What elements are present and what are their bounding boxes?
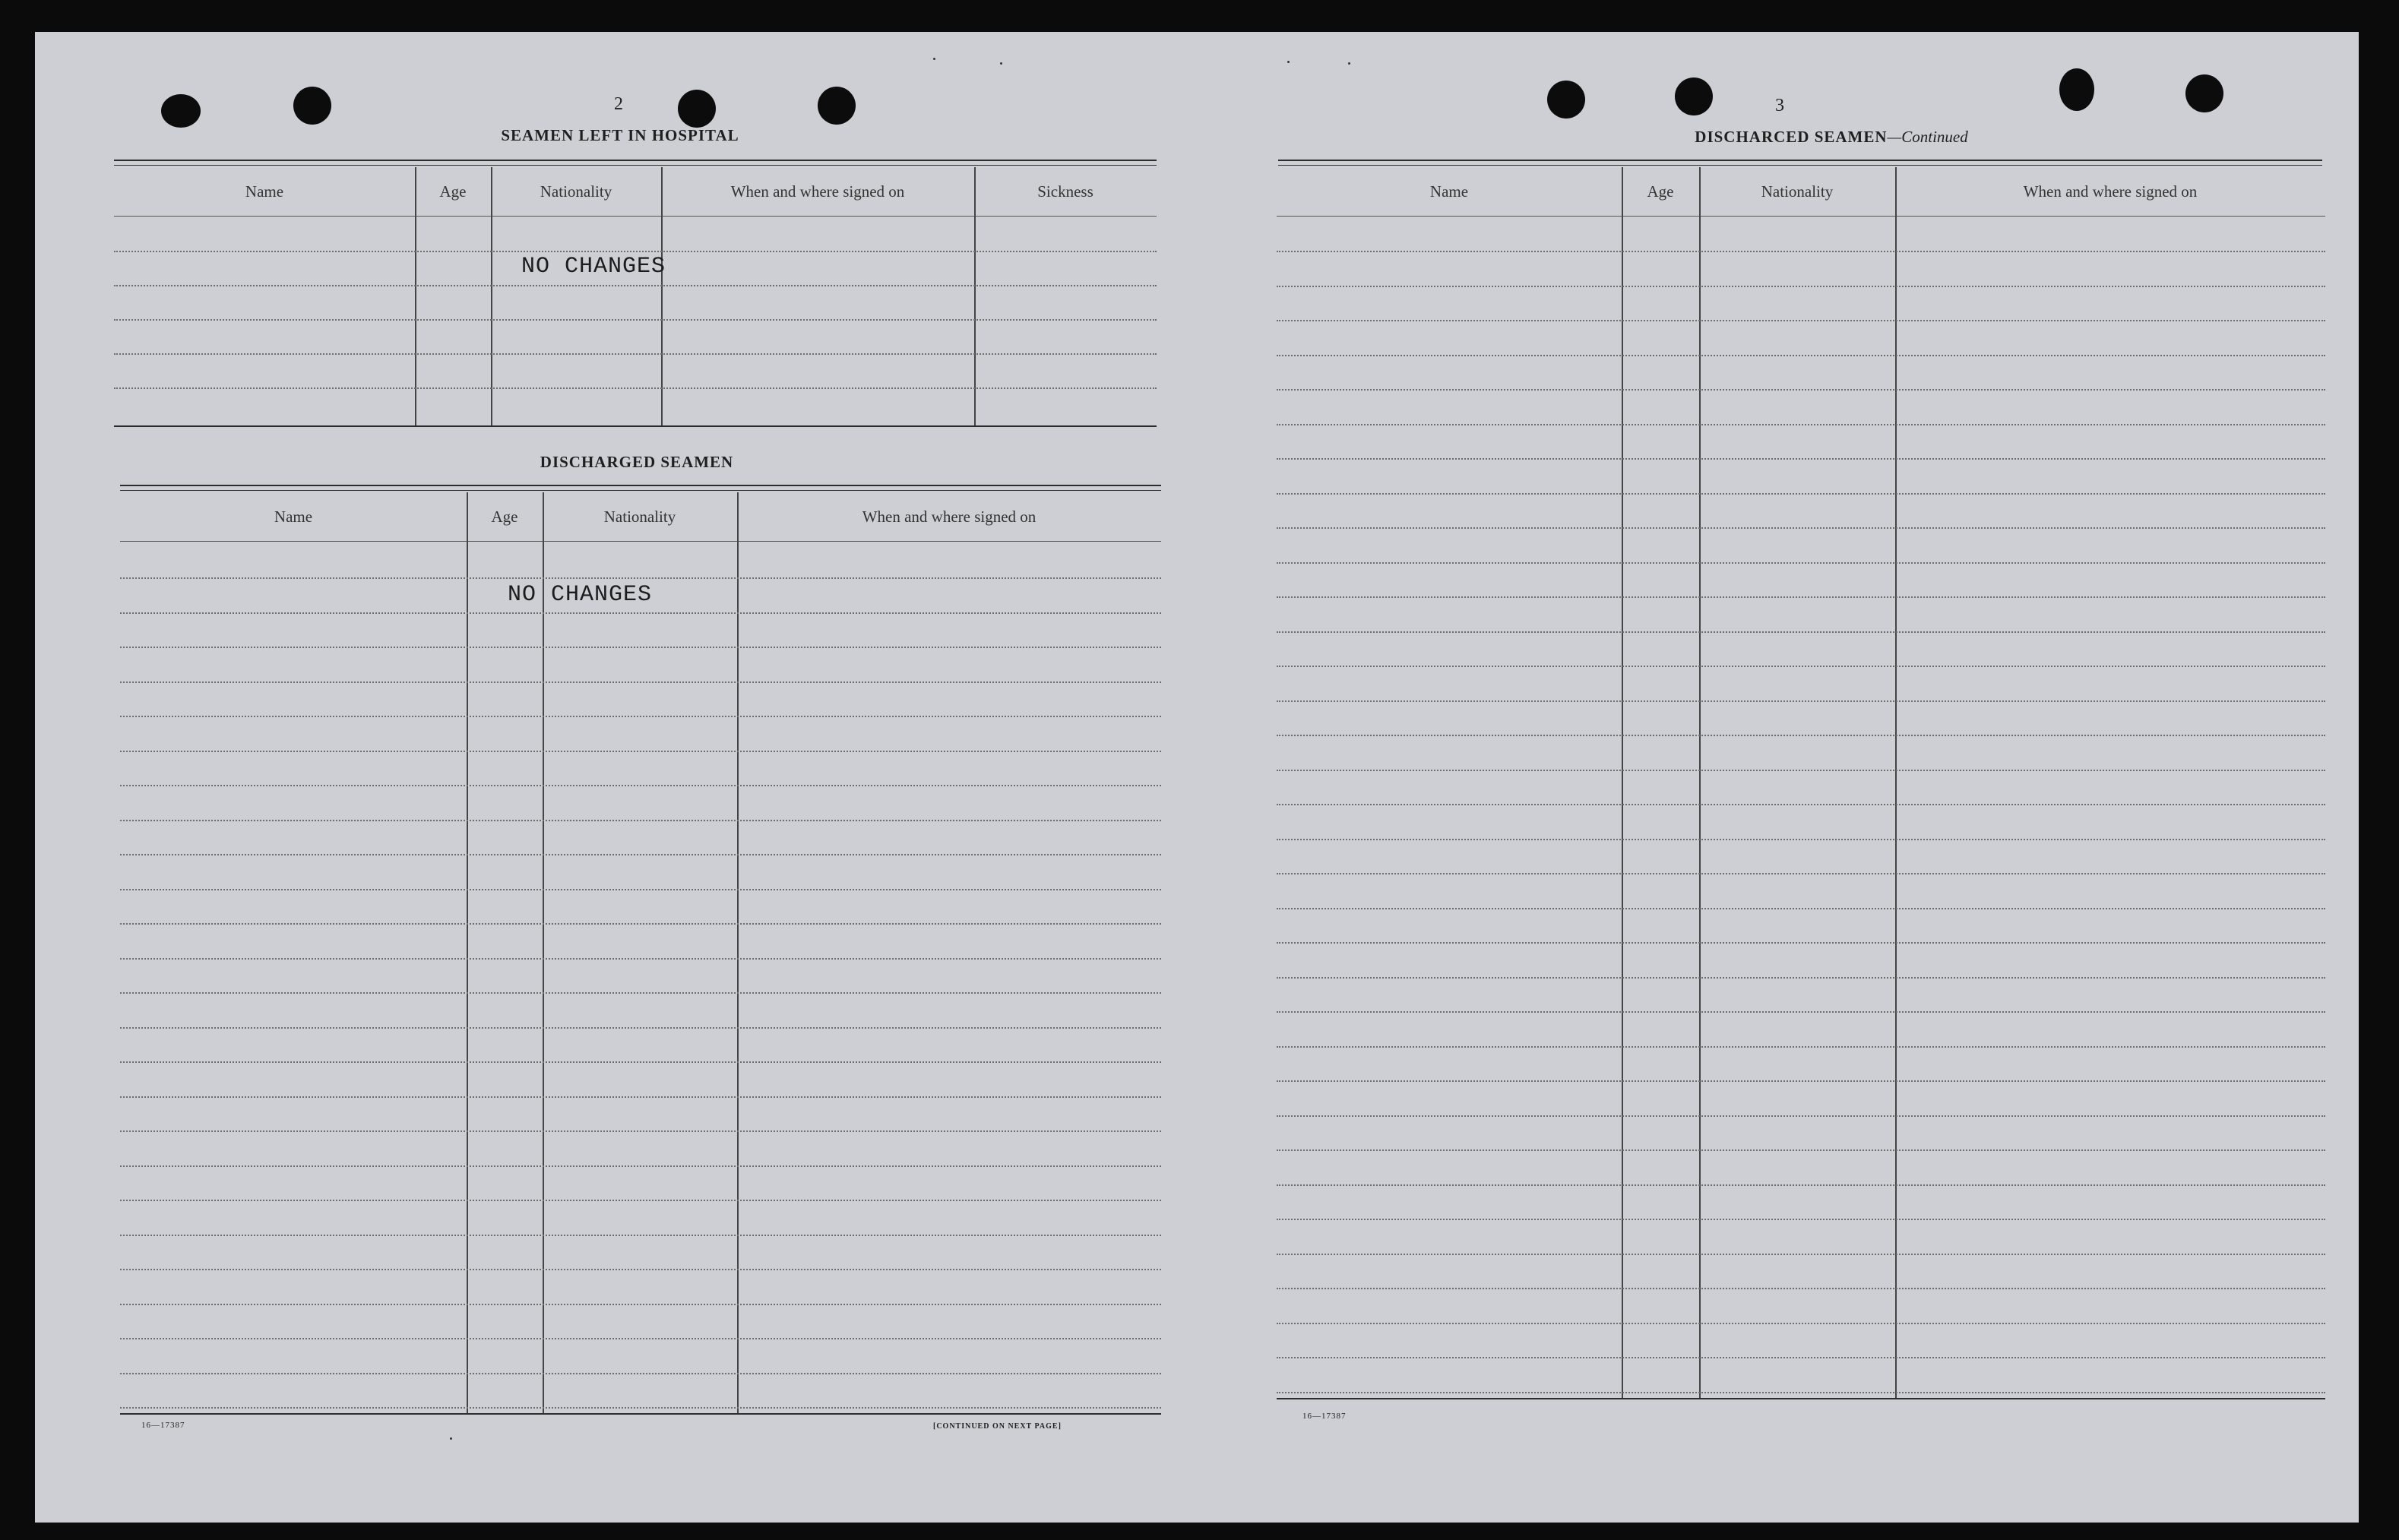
ruled-line (120, 647, 1161, 648)
punch-hole (2185, 74, 2223, 112)
ruled-line (120, 992, 1161, 994)
discharged-col-name: Name (274, 507, 313, 526)
ruled-line (1277, 908, 2325, 909)
ruled-line (1277, 562, 2325, 564)
ruled-line (1277, 286, 2325, 287)
page-number-right: 3 (1775, 96, 1784, 115)
ruled-line (120, 1235, 1161, 1236)
ruled-line (1277, 1011, 2325, 1013)
ruled-line (1277, 424, 2325, 425)
column-divider (467, 492, 468, 1413)
ruled-line (114, 387, 1157, 389)
ruled-line (1277, 1115, 2325, 1117)
ruled-line (120, 1407, 1161, 1409)
punch-hole (2059, 68, 2094, 111)
ruled-line (114, 251, 1157, 252)
ruled-line (120, 785, 1161, 786)
hospital-col-sickness: Sickness (1037, 182, 1093, 201)
right-col-nationality: Nationality (1761, 182, 1834, 201)
ruled-line (1277, 1254, 2325, 1255)
ruled-line (1277, 977, 2325, 979)
page-number-left: 2 (614, 94, 623, 114)
discharged-title-rule (120, 485, 1161, 486)
discharged-title-rule-thin (120, 490, 1161, 491)
paper-speck (1348, 62, 1350, 65)
ruled-line (1277, 320, 2325, 321)
ruled-line (120, 958, 1161, 960)
ruled-line (1277, 1323, 2325, 1324)
paper-speck (450, 1437, 452, 1440)
discharged-section-title: DISCHARGED SEAMEN (540, 453, 734, 471)
ruled-line (120, 1304, 1161, 1305)
ruled-line (1277, 1392, 2325, 1393)
hospital-no-changes-stamp: NO CHANGES (521, 254, 666, 280)
ruled-line (120, 820, 1161, 821)
ruled-line (1277, 1288, 2325, 1289)
column-divider (1699, 167, 1701, 1398)
ruled-line (120, 1061, 1161, 1063)
ruled-line (1277, 1357, 2325, 1358)
discharged-table (120, 492, 1161, 1415)
punch-hole (1547, 81, 1585, 119)
ruled-line (1277, 735, 2325, 736)
right-col-signed-on: When and where signed on (2023, 182, 2198, 201)
ruled-line (1277, 458, 2325, 460)
column-divider (1895, 167, 1897, 1398)
ruled-line (120, 889, 1161, 890)
discharged-col-nationality: Nationality (603, 507, 676, 526)
discharged-continued-title (1695, 128, 1967, 147)
ruled-line (1277, 355, 2325, 356)
ruled-line (120, 1130, 1161, 1132)
ruled-line (1277, 666, 2325, 667)
ruled-line (120, 1096, 1161, 1098)
paper-speck (1000, 62, 1002, 65)
ruled-line (1277, 493, 2325, 495)
right-title-rule (1278, 160, 2322, 161)
ruled-line (1277, 942, 2325, 944)
punch-hole (293, 87, 331, 125)
ruled-line (120, 681, 1161, 683)
ruled-line (1277, 1149, 2325, 1151)
ruled-line (120, 1027, 1161, 1029)
ruled-line (1277, 1046, 2325, 1048)
hospital-title-rule (114, 160, 1157, 161)
hospital-col-signed-on: When and where signed on (730, 182, 905, 201)
ruled-line (120, 1200, 1161, 1201)
ruled-line (1277, 804, 2325, 805)
ruled-line (1277, 389, 2325, 391)
hospital-table (114, 167, 1157, 427)
hospital-col-nationality: Nationality (540, 182, 612, 201)
ruled-line (1277, 596, 2325, 598)
discharged-continued-table (1277, 167, 2325, 1399)
ruled-line (1277, 873, 2325, 874)
column-divider (543, 492, 544, 1413)
hospital-section-title: SEAMEN LEFT IN HOSPITAL (501, 126, 739, 144)
hospital-title-rule-thin (114, 165, 1157, 166)
ruled-line (1277, 700, 2325, 702)
punch-hole (678, 90, 716, 128)
punch-hole (818, 87, 856, 125)
ruled-line (120, 1373, 1161, 1374)
ruled-line (120, 1269, 1161, 1270)
right-header-divider (1277, 216, 2325, 217)
column-divider (737, 492, 739, 1413)
ruled-line (1277, 1219, 2325, 1220)
hospital-header-divider (114, 216, 1157, 217)
ruled-line (1277, 839, 2325, 840)
discharged-no-changes-stamp: NO CHANGES (508, 582, 653, 608)
punch-hole (1675, 77, 1713, 115)
ruled-line (120, 923, 1161, 925)
paper-speck (933, 58, 935, 60)
discharged-continued-title-text: DISCHARCED SEAMEN (1695, 128, 1888, 146)
hospital-col-name: Name (245, 182, 284, 201)
continued-note: [CONTINUED ON NEXT PAGE] (933, 1422, 1062, 1431)
paper-speck (1287, 61, 1290, 63)
ruled-line (1277, 1080, 2325, 1082)
discharged-header-divider (120, 541, 1161, 542)
discharged-col-signed-on: When and where signed on (862, 507, 1037, 526)
ruled-line (120, 854, 1161, 855)
ruled-line (114, 353, 1157, 355)
ruled-line (120, 577, 1161, 579)
continued-suffix: —Continued (1887, 128, 1968, 146)
right-col-age: Age (1647, 182, 1674, 201)
ruled-line (1277, 1184, 2325, 1186)
right-col-name: Name (1429, 182, 1469, 201)
ruled-line (1277, 251, 2325, 252)
form-sheet (35, 32, 2359, 1523)
discharged-col-age: Age (491, 507, 518, 526)
form-code-right: 16—17387 (1302, 1412, 1347, 1421)
hospital-col-age: Age (439, 182, 467, 201)
ruled-line (120, 1165, 1161, 1167)
ruled-line (120, 1338, 1161, 1339)
ruled-line (120, 612, 1161, 614)
ruled-line (1277, 770, 2325, 771)
column-divider (1622, 167, 1623, 1398)
ruled-line (1277, 527, 2325, 529)
ruled-line (1277, 631, 2325, 633)
ruled-line (120, 716, 1161, 717)
ruled-line (114, 285, 1157, 286)
ruled-line (120, 751, 1161, 752)
ruled-line (114, 319, 1157, 321)
punch-hole (161, 94, 201, 128)
right-title-rule-thin (1278, 165, 2322, 166)
form-code-left: 16—17387 (141, 1421, 185, 1430)
